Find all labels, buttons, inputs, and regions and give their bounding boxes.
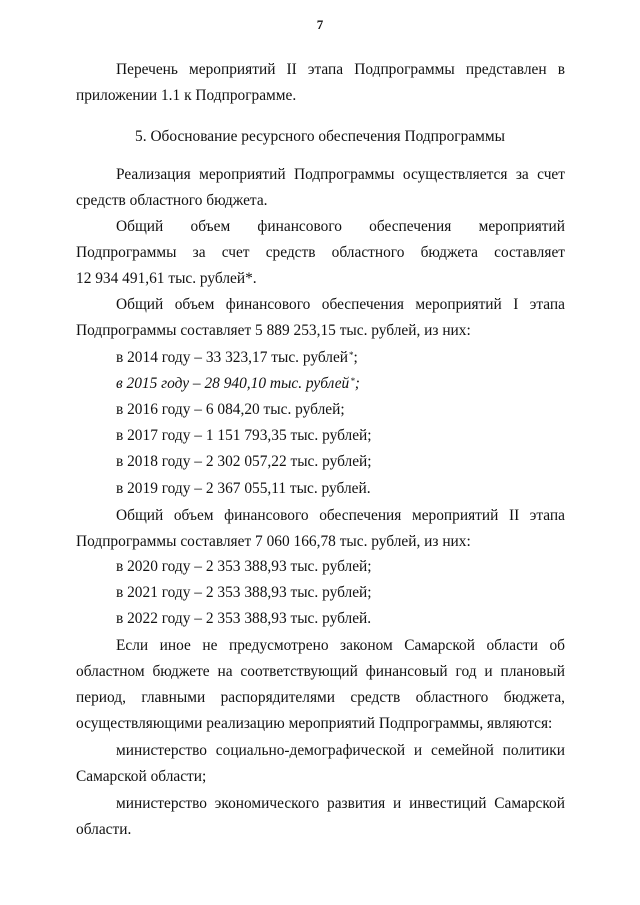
para1-line1: Перечень мероприятий II этапа Подпрограммы представлен в <box>116 61 565 78</box>
para5-line1: Общий объем финансового обеспечения мероприятий II этапа <box>116 507 565 524</box>
year-2021-line: в 2021 году – 2 353 388,93 тыс. рублей; <box>116 584 372 601</box>
para4-line2: Подпрограммы составляет 5 889 253,15 тыс. рублей, из них: <box>76 322 471 339</box>
para2-line1: Реализация мероприятий Подпрограммы осуществляется за счет <box>116 166 565 183</box>
para3-line3: 12 934 491,61 тыс. рублей*. <box>76 270 257 287</box>
para2-line2: средств областного бюджета. <box>76 192 268 209</box>
year-2017-line: в 2017 году – 1 151 793,35 тыс. рублей; <box>116 427 372 444</box>
para5-line2: Подпрограммы составляет 7 060 166,78 тыс. рублей, из них: <box>76 533 471 550</box>
year-2014-text: в 2014 году – 33 323,17 тыс. рублей <box>116 349 349 366</box>
para4-line1: Общий объем финансового обеспечения мероприятий I этапа <box>116 296 565 313</box>
year-2014-line <box>116 349 358 367</box>
year-2022-line: в 2022 году – 2 353 388,93 тыс. рублей. <box>116 610 372 627</box>
para7-line2: Самарской области; <box>76 768 207 785</box>
footnote-mark: * <box>349 350 354 360</box>
year-2014-end: ; <box>353 349 358 366</box>
page-number: 7 <box>316 17 324 32</box>
year-2016-line: в 2016 году – 6 084,20 тыс. рублей; <box>116 401 345 418</box>
para6-line3: период, главными распорядителями средств областного бюджета, <box>76 689 565 706</box>
para1-line2: приложении 1.1 к Подпрограмме. <box>76 87 297 104</box>
para6-line2: областном бюджете на соответствующий финансовый год и плановый <box>76 663 565 680</box>
para7-line1: министерство социально-демографической и семейной политики <box>116 742 565 759</box>
para8-line2: области. <box>76 821 132 838</box>
para3-line2: Подпрограммы за счет средств областного бюджета составляет <box>76 244 565 261</box>
para3-line1: Общий объем финансового обеспечения мероприятий <box>116 218 565 235</box>
year-2015-text: в 2015 году – 28 940,10 тыс. рублей <box>116 375 350 392</box>
para6-line1: Если иное не предусмотрено законом Самарской области об <box>116 637 565 654</box>
para8-line1: министерство экономического развития и инвестиций Самарской <box>116 795 565 812</box>
year-2015-end: ; <box>354 375 360 392</box>
year-2015-line <box>116 375 360 393</box>
footnote-mark: * <box>350 376 355 386</box>
year-2019-line: в 2019 году – 2 367 055,11 тыс. рублей. <box>116 480 371 497</box>
para6-line4: осуществляющими реализацию мероприятий Подпрограммы, являются: <box>76 715 553 732</box>
year-2020-line: в 2020 году – 2 353 388,93 тыс. рублей; <box>116 558 372 575</box>
section-title: 5. Обоснование ресурсного обеспечения Подпрограммы <box>135 128 505 145</box>
year-2018-line: в 2018 году – 2 302 057,22 тыс. рублей; <box>116 453 372 470</box>
